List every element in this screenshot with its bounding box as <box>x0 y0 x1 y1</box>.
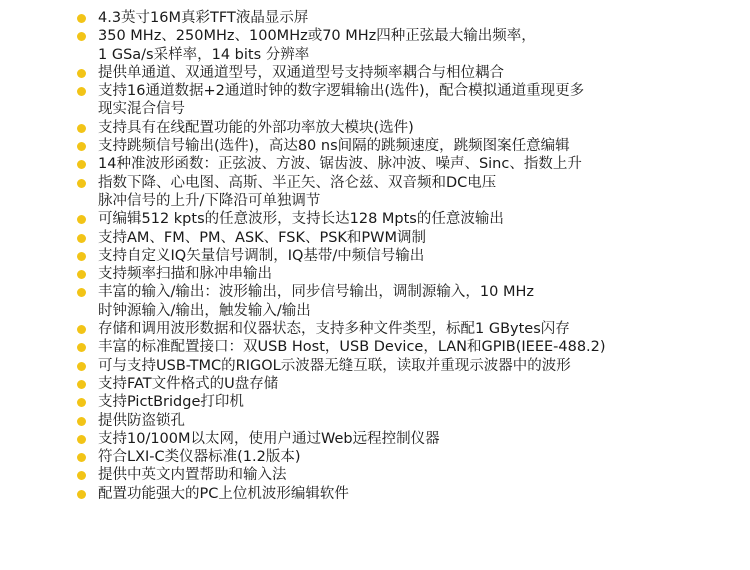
bullet-dot-icon <box>77 252 86 261</box>
feature-text: 支持AM、FM、PM、ASK、FSK、PSK和PWM调制 <box>98 229 427 246</box>
bullet-dot-icon <box>77 453 86 462</box>
feature-text: 现实混合信号 <box>98 101 185 118</box>
feature-item <box>76 283 736 320</box>
feature-text: 350 MHz、250MHz、100MHz或70 MHz四种正弦最大输出频率， <box>98 28 536 45</box>
feature-text: 支持频率扫描和脉冲串输出 <box>98 266 272 283</box>
bullet-dot-icon <box>77 69 86 78</box>
feature-item <box>76 82 736 119</box>
bullet-dot-icon <box>77 380 86 389</box>
bullet-dot-icon <box>77 343 86 352</box>
feature-item <box>76 119 736 137</box>
feature-text: 配置功能强大的PC上位机波形编辑软件 <box>98 485 349 502</box>
feature-item <box>76 393 736 411</box>
bullet-dot-icon <box>77 362 86 371</box>
feature-text: 丰富的标准配置接口：双USB Host，USB Device，LAN和GPIB(IEEE-488.2) <box>98 339 606 356</box>
bullet-dot-icon <box>77 179 86 188</box>
feature-text: 支持10/100M以太网，使用户通过Web远程控制仪器 <box>98 430 440 447</box>
feature-text: 脉冲信号的上升/下降沿可单独调节 <box>98 192 321 209</box>
feature-text: 支持具有在线配置功能的外部功率放大模块(选件) <box>98 119 414 136</box>
bullet-dot-icon <box>77 325 86 334</box>
feature-item <box>76 412 736 430</box>
feature-item <box>76 247 736 265</box>
feature-text: 1 GSa/s采样率，14 bits 分辨率 <box>98 46 310 63</box>
bullet-dot-icon <box>77 398 86 407</box>
feature-text: 提供中英文内置帮助和输入法 <box>98 467 287 484</box>
bullet-dot-icon <box>77 215 86 224</box>
feature-text: 存储和调用波形数据和仪器状态，支持多种文件类型，标配1 GBytes闪存 <box>98 321 570 338</box>
feature-item <box>76 9 736 27</box>
feature-item <box>76 466 736 484</box>
feature-item <box>76 64 736 82</box>
feature-text: 时钟源输入/输出，触发输入/输出 <box>98 302 311 319</box>
feature-item <box>76 229 736 247</box>
feature-text: 提供单通道、双通道型号，双通道型号支持频率耦合与相位耦合 <box>98 64 504 81</box>
feature-text: 指数下降、心电图、高斯、半正矢、洛仑兹、双音频和DC电压 <box>98 174 497 191</box>
bullet-dot-icon <box>77 142 86 151</box>
feature-text: 提供防盗锁孔 <box>98 412 185 429</box>
feature-text: 丰富的输入/输出：波形输出，同步信号输出，调制源输入，10 MHz <box>98 284 534 301</box>
bullet-dot-icon <box>77 160 86 169</box>
feature-item <box>76 174 736 211</box>
feature-text: 4.3英寸16M真彩TFT液晶显示屏 <box>98 10 309 26</box>
feature-text: 支持16通道数据+2通道时钟的数字逻辑输出(选件)，配合模拟通道重现更多 <box>98 83 585 100</box>
bullet-dot-icon <box>77 270 86 279</box>
feature-item <box>76 430 736 448</box>
feature-item <box>76 357 736 375</box>
bullet-dot-icon <box>77 234 86 243</box>
feature-text: 14种准波形函数：正弦波、方波、锯齿波、脉冲波、噪声、Sinc、指数上升 <box>98 156 582 173</box>
feature-text: 可编辑512 kpts的任意波形，支持长达128 Mpts的任意波输出 <box>98 211 504 228</box>
bullet-dot-icon <box>77 87 86 96</box>
bullet-dot-icon <box>77 14 86 23</box>
feature-text: 符合LXI-C类仪器标准(1.2版本) <box>98 449 301 466</box>
feature-item <box>76 27 736 64</box>
feature-text: 支持PictBridge打印机 <box>98 394 244 411</box>
feature-text: 支持自定义IQ矢量信号调制，IQ基带/中频信号输出 <box>98 247 425 264</box>
feature-item <box>76 210 736 228</box>
feature-item <box>76 338 736 356</box>
feature-item <box>76 155 736 173</box>
bullet-dot-icon <box>77 471 86 480</box>
bullet-dot-icon <box>77 32 86 41</box>
feature-text: 支持跳频信号输出(选件)，高达80 ns间隔的跳频速度，跳频图案任意编辑 <box>98 138 570 155</box>
feature-item <box>76 320 736 338</box>
bullet-dot-icon <box>77 490 86 499</box>
feature-item <box>76 448 736 466</box>
feature-item <box>76 137 736 155</box>
feature-text: 可与支持USB-TMC的RIGOL示波器无缝互联，读取并重现示波器中的波形 <box>98 357 571 374</box>
bullet-dot-icon <box>77 124 86 133</box>
feature-text: 支持FAT文件格式的U盘存储 <box>98 375 279 392</box>
feature-list <box>76 9 736 503</box>
feature-item <box>76 485 736 503</box>
feature-item <box>76 375 736 393</box>
bullet-dot-icon <box>77 288 86 297</box>
bullet-dot-icon <box>77 435 86 444</box>
bullet-dot-icon <box>77 417 86 426</box>
feature-item <box>76 265 736 283</box>
